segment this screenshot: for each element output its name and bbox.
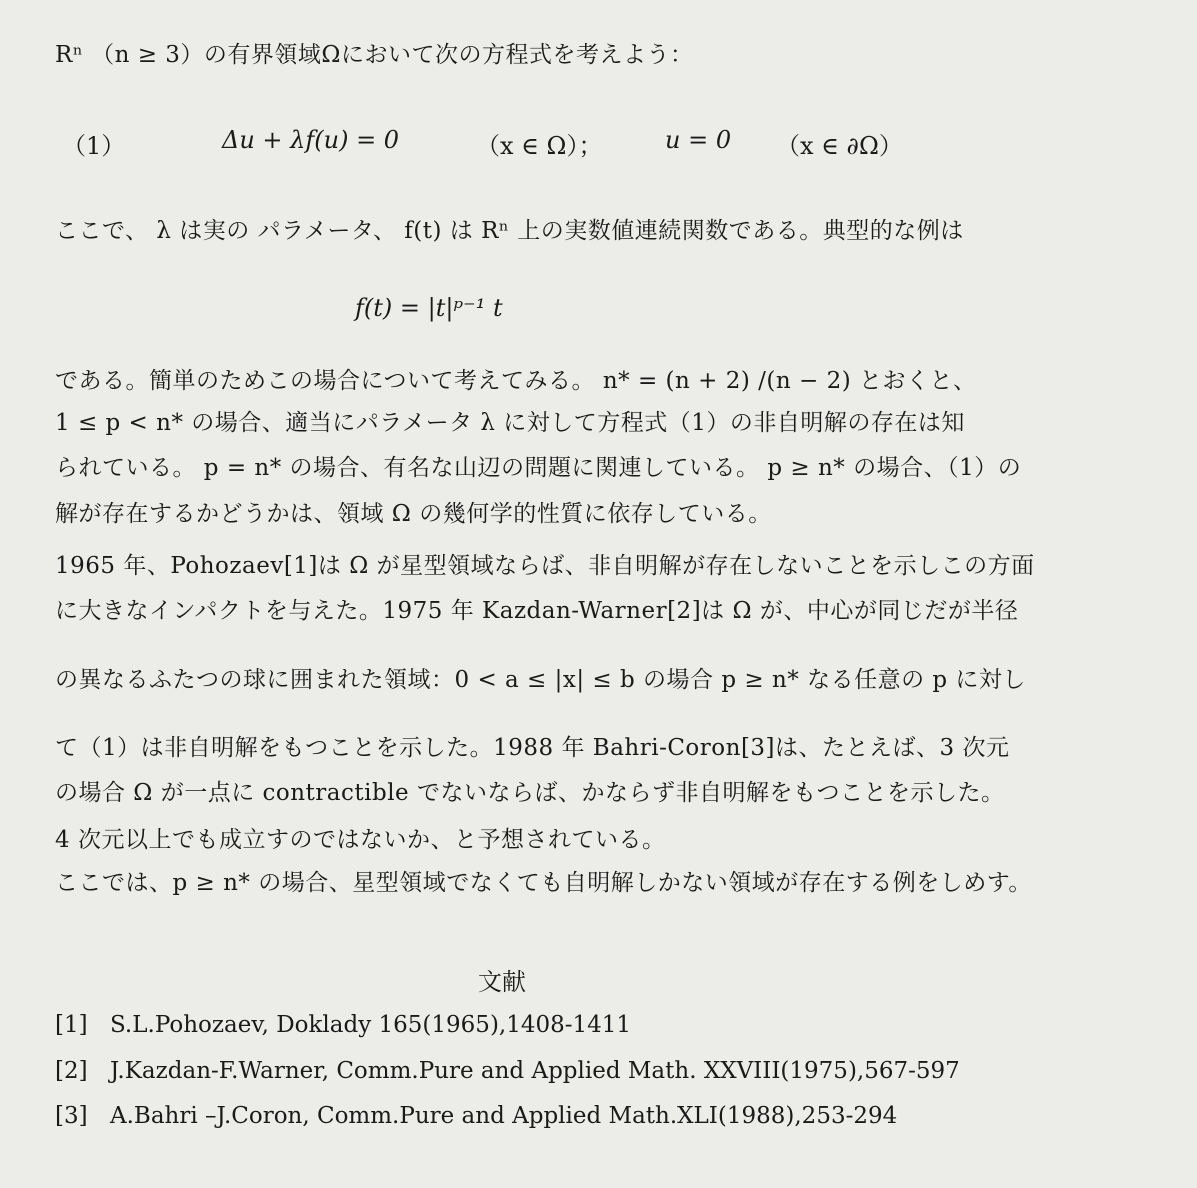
body-line: の異なるふたつの球に囲まれた領域：0 < a ≤ |x| ≤ b の場合 p ≥ n* なる任意の p に対し — [55, 667, 1026, 693]
definition-text: ここで、 λ は実の パラメータ、 f(t) は Rⁿ 上の実数値連続関数である。典型的な例は — [55, 218, 964, 244]
reference-text: A.Bahri –J.Coron, Comm.Pure and Applied Math.XLI(1988),253-294 — [110, 1103, 898, 1129]
body-line: 1965 年、Pohozaev[1]は Ω が星型領域ならば、非自明解が存在しないことを示しこの方面 — [55, 553, 1035, 579]
body-line: に大きなインパクトを与えた。1975 年 Kazdan-Warner[2]は Ω が、中心が同じだが半径 — [55, 598, 1019, 624]
reference-item — [55, 1012, 631, 1038]
equation-condition-boundary: （x ∈ ∂Ω） — [776, 132, 903, 160]
body-line: 4 次元以上でも成立すのではないか、と予想されている。 — [55, 827, 666, 853]
equation-condition-interior: （x ∈ Ω）； — [476, 132, 603, 160]
example-formula: f(t) = |t|ᵖ⁻¹ t — [355, 294, 503, 322]
reference-text: S.L.Pohozaev, Doklady 165(1965),1408-1411 — [110, 1012, 632, 1038]
equation-lhs: Δu + λf(u) = 0 — [222, 126, 400, 154]
body-line: である。簡単のためこの場合について考えてみる。 n* = (n + 2) /(n − 2) とおくと、 — [55, 368, 977, 394]
reference-number: [3] — [55, 1103, 88, 1129]
reference-item — [55, 1103, 897, 1129]
reference-item — [55, 1058, 960, 1084]
reference-number: [1] — [55, 1012, 88, 1038]
body-line: られている。 p = n* の場合、有名な山辺の問題に関連している。 p ≥ n* の場合、（1）の — [55, 455, 1022, 481]
body-line: の場合 Ω が一点に contractible でないならば、かならず非自明解をもつことを示した。 — [55, 780, 1005, 806]
body-line: ここでは、p ≥ n* の場合、星型領域でなくても自明解しかない領域が存在する例をしめす。 — [55, 870, 1032, 896]
equation-label: （1） — [62, 132, 126, 160]
body-line: 1 ≤ p < n* の場合、適当にパラメータ λ に対して方程式（1）の非自明解の存在は知 — [55, 410, 965, 436]
reference-text: J.Kazdan-F.Warner, Comm.Pure and Applied Math. XXVIII(1975),567-597 — [110, 1058, 960, 1084]
reference-number: [2] — [55, 1058, 88, 1084]
references-title: 文献 — [478, 968, 526, 996]
body-line: 解が存在するかどうかは、領域 Ω の幾何学的性質に依存している。 — [55, 501, 772, 527]
body-line: て（1）は非自明解をもつことを示した。1988 年 Bahri-Coron[3]は、たとえば、3 次元 — [55, 735, 1010, 761]
intro-text: Rⁿ （n ≥ 3）の有界領域Ωにおいて次の方程式を考えよう： — [55, 42, 694, 68]
equation-boundary: u = 0 — [665, 126, 732, 154]
